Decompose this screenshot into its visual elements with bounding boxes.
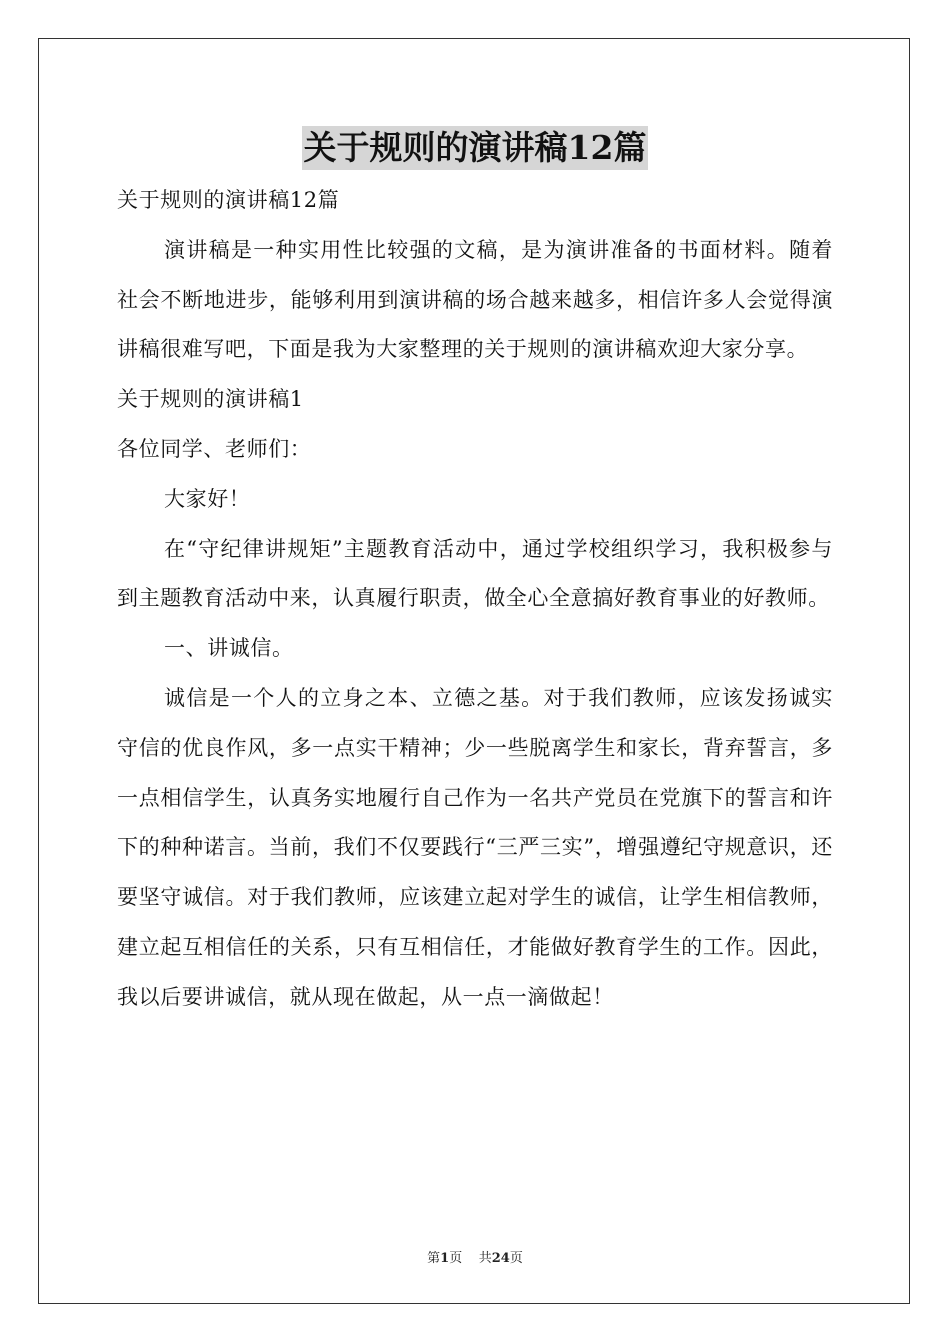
paragraph: 在“守纪律讲规矩”主题教育活动中，通过学校组织学习，我积极参与到主题教育活动中来，认真履行职责，做全心全意搞好教育事业的好教师。 [117, 536, 833, 611]
page-suffix: 页 [449, 1251, 463, 1266]
salutation: 各位同学、老师们： [117, 436, 312, 461]
paragraph: 演讲稿是一种实用性比较强的文稿，是为演讲准备的书面材料。随着社会不断地进步，能够利用到演讲稿的场合越来越多，相信许多人会觉得演讲稿很难写吧，下面是我为大家整理的关于规则的演讲稿欢迎大家分享。 [117, 237, 833, 362]
list-heading: 一、讲诚信。 [164, 636, 294, 661]
document-body [117, 176, 833, 1023]
paragraph: 关于规则的演讲稿12篇 [117, 188, 340, 212]
total-suffix: 页 [509, 1251, 523, 1266]
page-number: 1 [440, 1251, 450, 1266]
document-title: 关于规则的演讲稿12篇 [302, 126, 649, 170]
title-container [0, 126, 950, 170]
page-prefix: 第 [427, 1251, 441, 1266]
paragraph: 诚信是一个人的立身之本、立德之基。对于我们教师，应该发扬诚实守信的优良作风，多一点实干精神；少一些脱离学生和家长，背弃誓言，多一点相信学生，认真务实地履行自己作为一名共产党员在党旗下的誓言和许下的种种诺言。当前，我们不仅要践行“三严三实”，增强遵纪守规意识，还要坚守诚信。对于我们教师，应该建立起对学生的诚信，让学生相信教师，建立起互相信任的关系，只有互相信任，才能做好教育学生的工作。因此，我以后要讲诚信，就从现在做起，从一点一滴做起！ [117, 685, 833, 1009]
total-pages: 24 [491, 1251, 510, 1266]
page-footer [0, 1247, 950, 1266]
greeting: 大家好！ [164, 486, 251, 511]
total-prefix: 共 [478, 1251, 492, 1266]
section-heading: 关于规则的演讲稿1 [117, 387, 304, 412]
